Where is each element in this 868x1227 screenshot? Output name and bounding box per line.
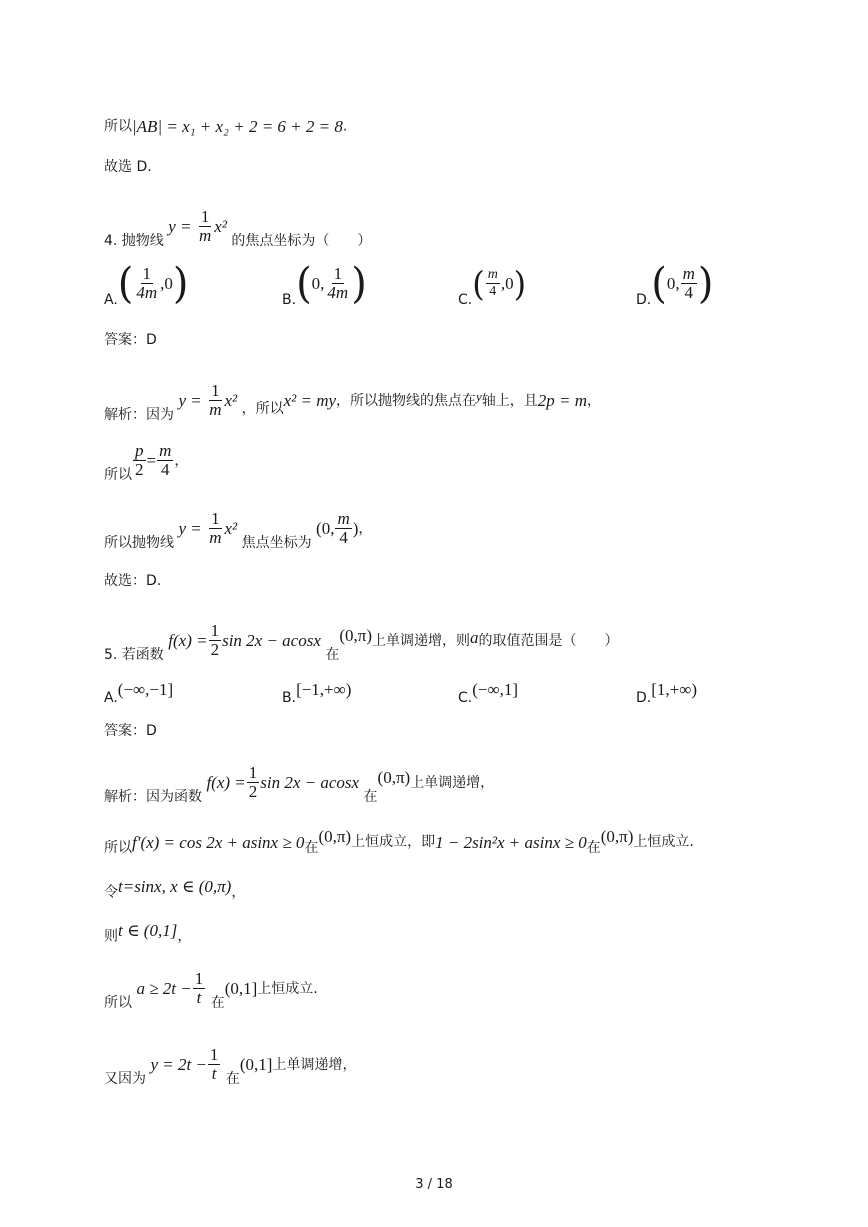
select-d-1: 故选 D. — [104, 159, 152, 175]
page-number: 3 / 18 — [415, 1177, 453, 1192]
option-a: A.( $\frac{1}{4m}$ ,0) — [104, 259, 189, 309]
solution-4-line-3: 所以抛物线 y = $\frac{1}{m}$ x² 焦点坐标为 (0, $\frac{m}{4}$ )， — [104, 509, 373, 551]
fraction: $\frac{m}{4}$ — [682, 264, 695, 303]
option-5a: A.(−∞,−1] — [104, 680, 174, 706]
math-expr: y = — [168, 217, 192, 237]
solution-5-line-2: 所以f′(x) = cos 2x + asinx ≥ 0在(0,π)上恒成立，即1 − 2sin²x + asinx ≥ 0在(0,π)上恒成立. — [104, 827, 694, 856]
answer-5: 答案：D — [104, 723, 157, 739]
solution-5-line-4: 则t ∈ (0,1]， — [104, 921, 192, 945]
fraction: $\frac{1}{4m}$ — [327, 264, 349, 303]
select-d-2: 故选：D. — [104, 573, 162, 589]
solution-4-line-2: 所以 $\frac{p}{2}$ = $\frac{m}{4}$ ， — [104, 441, 189, 483]
option-d: D.(0, $\frac{m}{4}$ ) — [636, 259, 714, 309]
fraction: $\frac{1}{4m}$ — [136, 264, 158, 303]
text: 所以 — [104, 118, 132, 135]
math-expr: x² — [214, 217, 227, 237]
option-5c: C.(−∞,1] — [458, 680, 519, 706]
line-ab-sum — [104, 118, 347, 135]
answer-4: 答案：D — [104, 332, 157, 348]
solution-5-line-6: 又因为 y = 2t − $\frac{1}{t}$ 在(0,1]上单调递增， — [104, 1045, 357, 1087]
fraction: $\frac{1}{m}$ — [199, 207, 212, 245]
text: . — [342, 118, 348, 135]
question-5: 5. 若函数 f(x) = $\frac{1}{2}$ sin 2x − acosx 在(0,π)上单调递增，则a的取值范围是（ ） — [104, 621, 619, 663]
option-c: C.( $\frac{m}{4}$ ,0) — [458, 264, 527, 308]
question-4 — [104, 208, 371, 248]
solution-5-line-3: 令t=sinx, x ∈ (0,π)， — [104, 877, 246, 901]
math-expr: |AB| = x₁ + x₂ + 2 = 6 + 2 = 8 — [132, 117, 343, 136]
solution-4-line-1: 解析：因为 y = $\frac{1}{m}$ x² ，所以x² = my，所以抛物线的焦点在y轴上，且2p = m， — [104, 381, 602, 423]
option-b: B.(0, $\frac{1}{4m}$ ) — [282, 259, 367, 309]
text: 的焦点坐标为（ ） — [231, 232, 372, 249]
fraction: $\frac{m}{4}$ — [487, 267, 498, 300]
option-5d: D.[1,+∞) — [636, 680, 698, 706]
solution-5-line-1: 解析：因为函数 f(x) = $\frac{1}{2}$ sin 2x − acosx 在(0,π)上单调递增， — [104, 763, 495, 805]
solution-5-line-5: 所以 a ≥ 2t − $\frac{1}{t}$ 在(0,1]上恒成立. — [104, 969, 318, 1011]
text: 4. 抛物线 — [104, 232, 164, 249]
option-5b: B.[−1,+∞) — [282, 680, 352, 706]
